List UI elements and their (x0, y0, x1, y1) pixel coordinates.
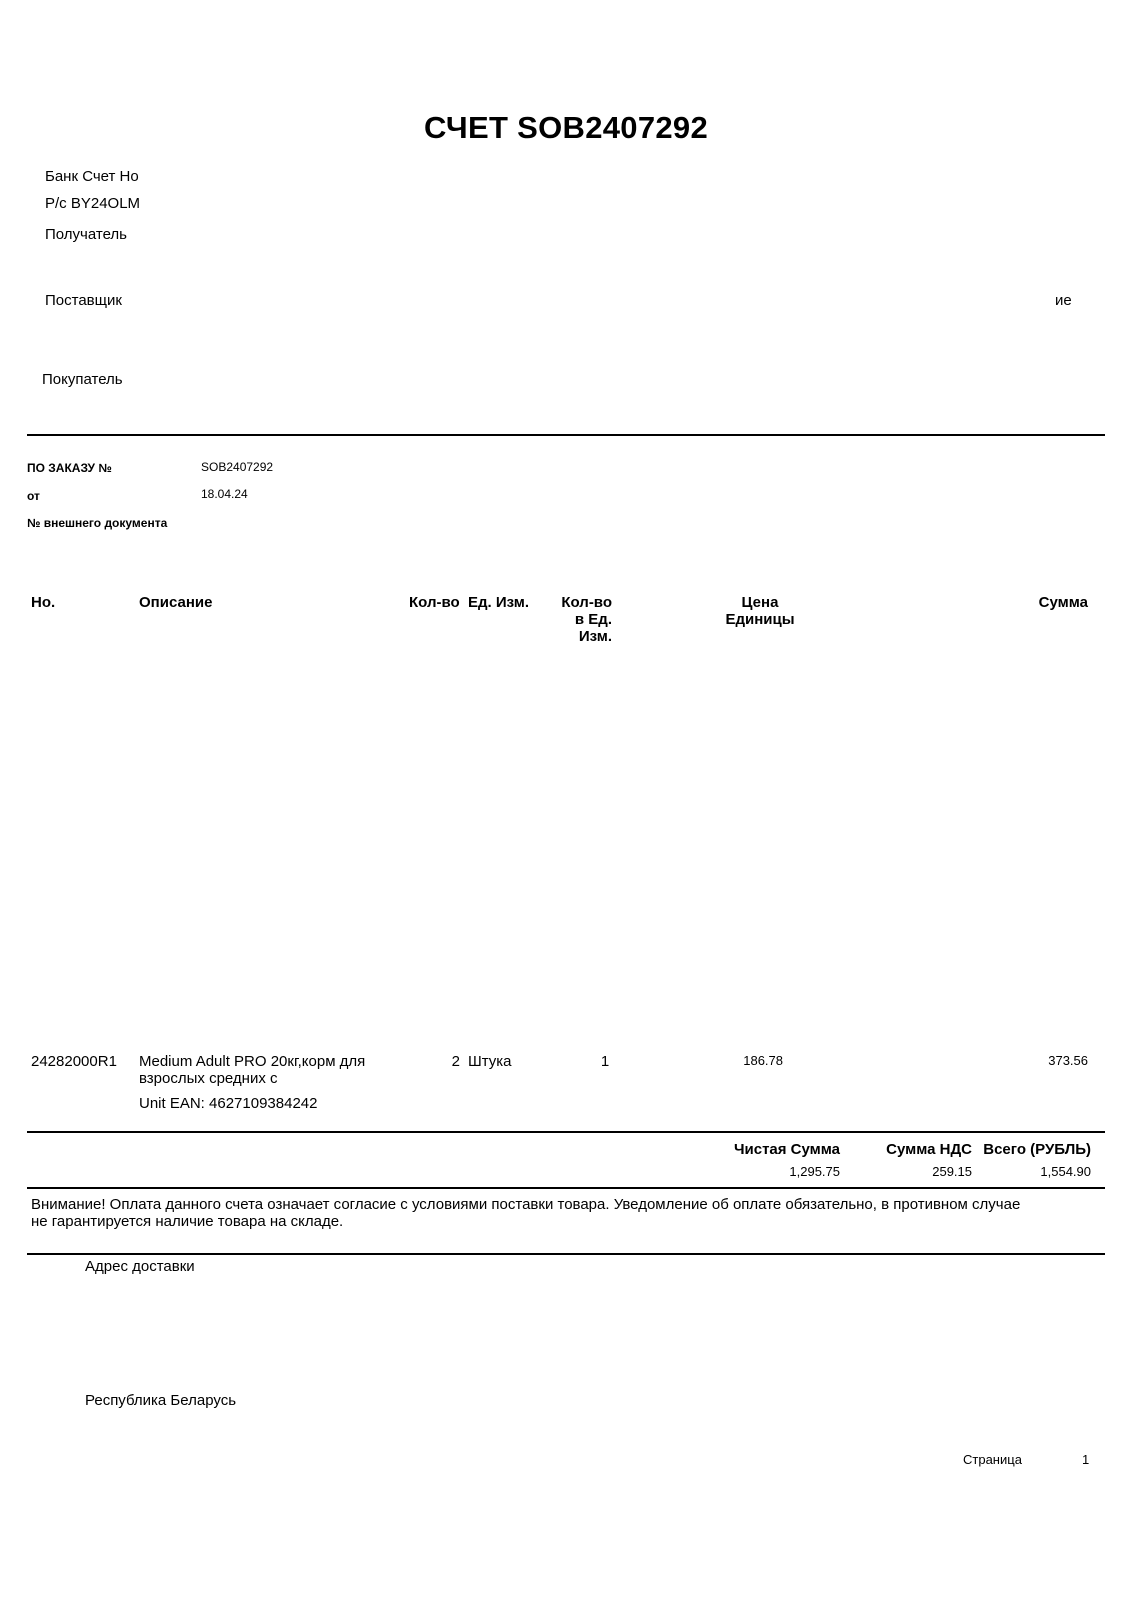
row-description-line1: Medium Adult PRO 20кг,корм для (139, 1053, 366, 1070)
divider-notice-bottom (27, 1253, 1105, 1255)
row-qty: 2 (451, 1053, 460, 1070)
order-date-label: от (27, 489, 40, 503)
recipient-label: Получатель (45, 226, 127, 243)
net-amount-value: 1,295.75 (789, 1164, 840, 1179)
order-number-value: SOB2407292 (201, 460, 274, 474)
row-description-line2: взрослых средних с (139, 1070, 278, 1087)
vat-amount-label: Сумма НДС (886, 1141, 972, 1158)
order-date-value: 18.04.24 (201, 487, 248, 501)
column-header-description: Описание (139, 594, 213, 611)
column-header-qty: Кол-во (409, 594, 460, 611)
page-number: 1 (1082, 1452, 1090, 1467)
column-header-qty-per-uom: Кол-во в Ед. Изм. (561, 594, 612, 645)
row-amount: 373.56 (1048, 1053, 1088, 1068)
supplier-label: Поставщик (45, 292, 122, 309)
page-label: Страница (963, 1452, 1022, 1467)
row-item-number: 24282000R1 (31, 1053, 117, 1070)
order-number-label: ПО ЗАКАЗУ № (27, 461, 112, 475)
column-header-no: Но. (31, 594, 56, 611)
delivery-country: Республика Беларусь (85, 1392, 237, 1409)
total-amount-label: Всего (РУБЛЬ) (983, 1141, 1091, 1158)
payment-notice-line2: не гарантируется наличие товара на складе. (31, 1213, 344, 1230)
external-document-label: № внешнего документа (27, 516, 168, 530)
column-header-uom: Ед. Изм. (468, 594, 529, 611)
total-amount-value: 1,554.90 (1040, 1164, 1091, 1179)
divider-table-bottom (27, 1131, 1105, 1133)
invoice-title: СЧЕТ SOB2407292 (424, 110, 708, 145)
row-uom: Штука (468, 1053, 512, 1070)
column-header-amount: Сумма (1038, 594, 1088, 611)
column-header-unit-price: Цена Единицы (725, 594, 795, 628)
row-ean: Unit EAN: 4627109384242 (139, 1095, 318, 1112)
payment-notice-line1: Внимание! Оплата данного счета означает согласие с условиями поставки товара. Уведомление об оплате обязательно, в противном случае (31, 1196, 1021, 1213)
net-amount-label: Чистая Сумма (733, 1141, 840, 1158)
vat-amount-value: 259.15 (932, 1164, 972, 1179)
divider-totals-bottom (27, 1187, 1105, 1189)
delivery-address-label: Адрес доставки (85, 1258, 195, 1275)
buyer-label: Покупатель (42, 371, 123, 388)
settlement-account: Р/с BY24OLM (45, 195, 141, 212)
supplier-value-fragment: ие (1055, 292, 1072, 309)
row-unit-price: 186.78 (743, 1053, 783, 1068)
divider-top (27, 434, 1105, 436)
bank-account-label: Банк Счет Но (45, 168, 139, 185)
row-qty-per-uom: 1 (600, 1053, 610, 1070)
